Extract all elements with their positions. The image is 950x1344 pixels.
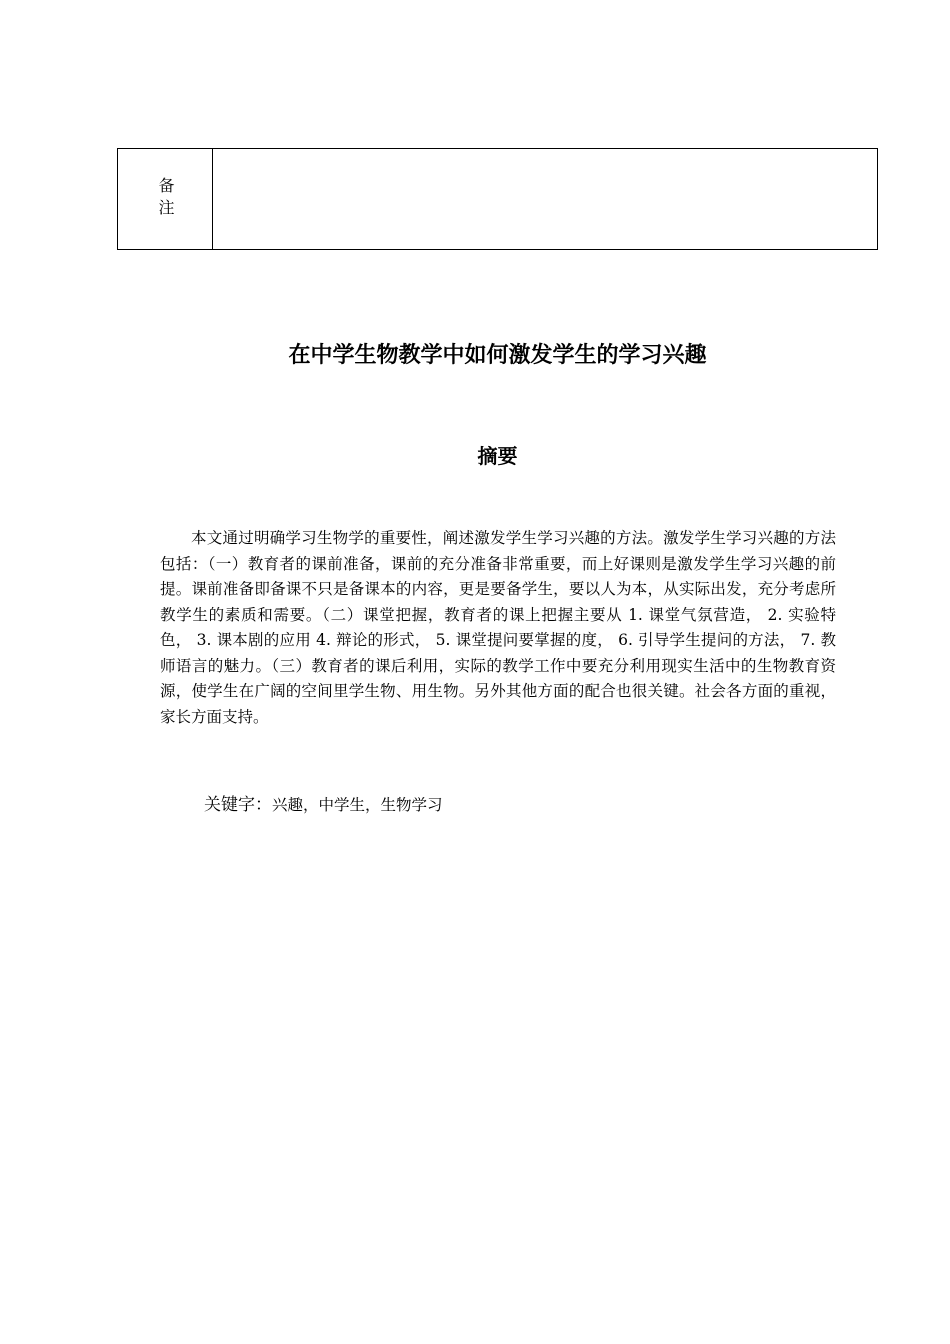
keywords-line (204, 790, 443, 815)
remarks-content-cell (213, 149, 877, 249)
document-title: 在中学生物教学中如何激发学生的学习兴趣 (288, 343, 707, 368)
abstract-body: 本文通过明确学习生物学的重要性，阐述激发学生学习兴趣的方法。激发学生学习兴趣的方法包括：（一）教育者的课前准备，课前的充分准备非常重要，而上好课则是激发学生学习兴趣的前提。课前准备即备课不只是备课本的内容，更是要备学生，要以人为本，从实际出发，充分考虑所教学生的素质和需要。（二）课堂把握，教育者的课上把握主要从 1. 课堂气氛营造， 2. 实验特色， 3. 课本剧的应用 4. 辩论的形式， 5. 课堂提问要掌握的度， 6. 引导学生提问的方法， 7. 教师语言的魅力。（三）教育者的课后利用，实际的教学工作中要充分利用现实生活中的生物教育资源，使学生在广阔的空间里学生物、用生物。另外其他方面的配合也很关键。社会各方面的重视，家长方面支持。 (160, 529, 836, 726)
abstract-heading: 摘要 (477, 444, 518, 468)
keywords-label: 关键字： (204, 795, 272, 815)
remarks-table (117, 148, 878, 250)
remarks-label: 备注 (156, 177, 175, 221)
remarks-label-cell (118, 149, 213, 249)
keywords-value: 兴趣，中学生，生物学习 (272, 796, 443, 814)
